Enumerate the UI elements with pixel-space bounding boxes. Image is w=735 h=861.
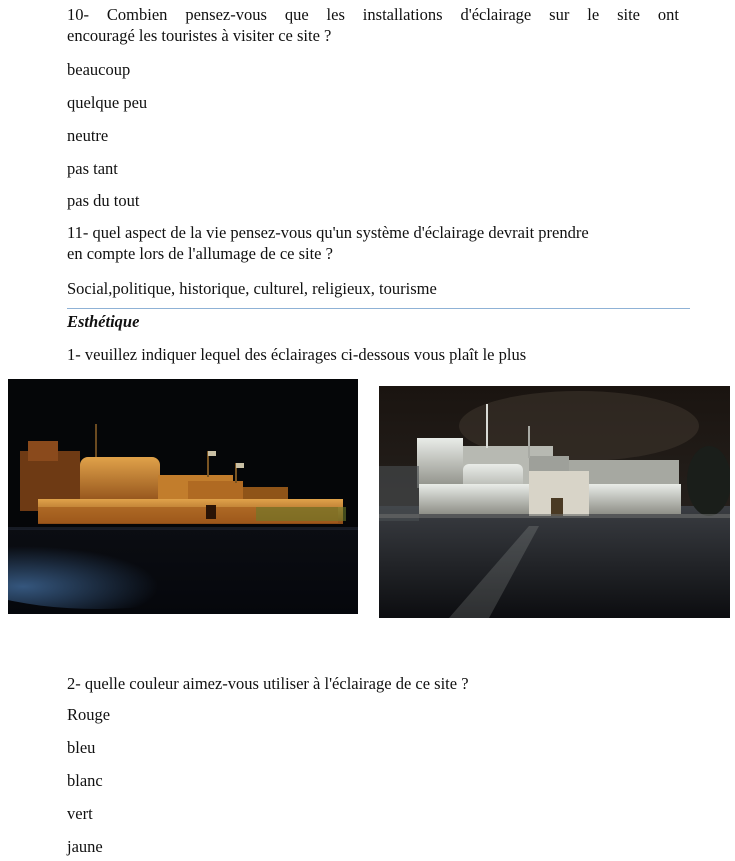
question-10-line-2: encouragé les touristes à visiter ce site ?: [67, 26, 332, 45]
q10-option-neutre: neutre: [67, 126, 109, 145]
castle-warm-svg: [8, 379, 358, 614]
castle-white-svg: [379, 386, 730, 618]
castle-night-white-lighting-photo: [379, 386, 730, 618]
question-10-line-1: 10- Combien pensez-vous que les installations d'éclairage sur le site ont: [67, 5, 679, 24]
q2-option-vert: vert: [67, 804, 93, 823]
q2-option-jaune: jaune: [67, 837, 103, 856]
q2-option-bleu: bleu: [67, 738, 96, 757]
section-divider: [67, 308, 690, 309]
question-11-answer: Social,politique, historique, culturel, religieux, tourisme: [67, 279, 437, 298]
section-title: Esthétique: [67, 312, 140, 331]
q2-option-rouge: Rouge: [67, 705, 111, 724]
q10-option-quelque-peu: quelque peu: [67, 93, 148, 112]
q2-option-blanc: blanc: [67, 771, 103, 790]
question-11: [67, 222, 679, 264]
question-1: 1- veuillez indiquer lequel des éclairages ci-dessous vous plaît le plus: [67, 345, 527, 364]
q10-option-pas-tant: pas tant: [67, 159, 118, 178]
question-11-line-1: 11- quel aspect de la vie pensez-vous qu'un système d'éclairage devrait prendre: [67, 223, 589, 242]
q10-option-pas-du-tout: pas du tout: [67, 191, 140, 210]
question-10: [67, 4, 679, 46]
q10-option-beaucoup: beaucoup: [67, 60, 131, 79]
castle-night-warm-lighting-photo: [8, 379, 358, 614]
question-2: 2- quelle couleur aimez-vous utiliser à l'éclairage de ce site ?: [67, 674, 469, 693]
question-11-line-2: en compte lors de l'allumage de ce site ?: [67, 244, 333, 263]
